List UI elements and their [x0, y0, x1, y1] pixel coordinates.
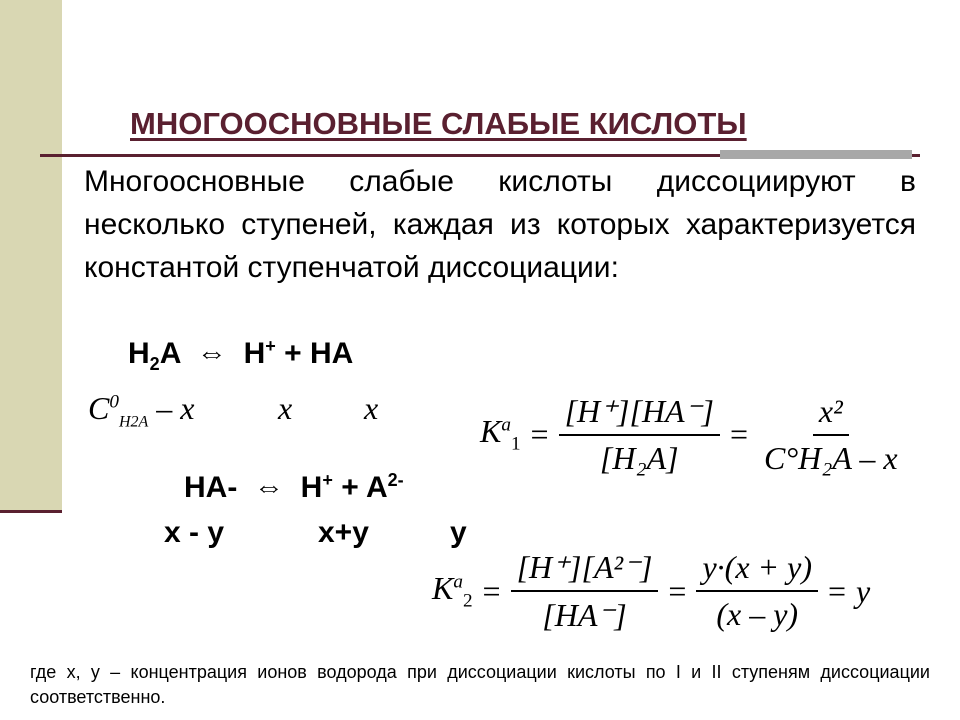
k2-formula: $K^a_2$ = $\frac{\text{[H⁺][A²⁻]}}{[HA^-]}$ = $\frac{y\cdot(x + y)}{(x - y)}$ = y [432, 549, 871, 633]
k1-formula [480, 392, 904, 477]
r1-arrow: ⇔ [196, 337, 227, 370]
conc2-3: y [450, 516, 467, 549]
k2-symbol: $K^a_2$ [432, 569, 473, 612]
sidebar-band [0, 0, 62, 512]
k1-fraction: $\frac{[H^+][HA^-]}{\text{[H₂A]}}$ [559, 392, 720, 477]
k2-fraction-2: $\frac{y\cdot(x + y)}{(x - y)}$ [696, 549, 818, 633]
r2-proton: H+ [300, 470, 333, 504]
k1-symbol: $K^a_1$ [480, 413, 521, 455]
slide-title: МНОГООСНОВНЫЕ СЛАБЫЕ КИСЛОТЫ [130, 106, 747, 141]
conc-row-1: $C^0_{H2A}$ – x [88, 390, 195, 431]
k2-fraction: $\frac{\text{[H⁺][A²⁻]}}{[HA^-]}$ [511, 548, 659, 634]
conc2-1: x - y [164, 516, 225, 549]
conc-x-2: x [364, 390, 379, 426]
reaction-2: HA- ⇔ $H^+ + A^{2-}$ [184, 470, 404, 504]
title-rule-accent [720, 150, 912, 159]
r1-plus: + [284, 337, 302, 370]
reaction-1 [128, 336, 353, 375]
k1-eq-2: = [729, 416, 748, 452]
r1-proton: H+ [243, 336, 276, 370]
r1-h2a: $H_2A$ [128, 337, 181, 374]
conc-x-1: x [278, 390, 293, 426]
k2-result: y [856, 572, 871, 609]
intro-paragraph: Многоосновные слабые кислоты диссоциируют в несколько ступеней, каждая из которых характеризуется константой ступенчатой диссоциации: [84, 165, 916, 284]
conc2-2: x+y [318, 516, 369, 549]
k1-fraction-2: $\frac{\text{x²}}{\text{C°H₂A – x}}$ [763, 392, 898, 476]
r2-arrow: ⇔ [254, 471, 284, 504]
r1-ha: HA [310, 337, 354, 370]
footnote: где x, y – концентрация ионов водорода при диссоциации кислоты по I и II ступеням диссоциации соответственно. [30, 662, 930, 707]
k1-eq: = [530, 416, 549, 452]
r2-anion: $A^{2-}$ [365, 470, 404, 504]
sidebar-divider [0, 510, 62, 513]
